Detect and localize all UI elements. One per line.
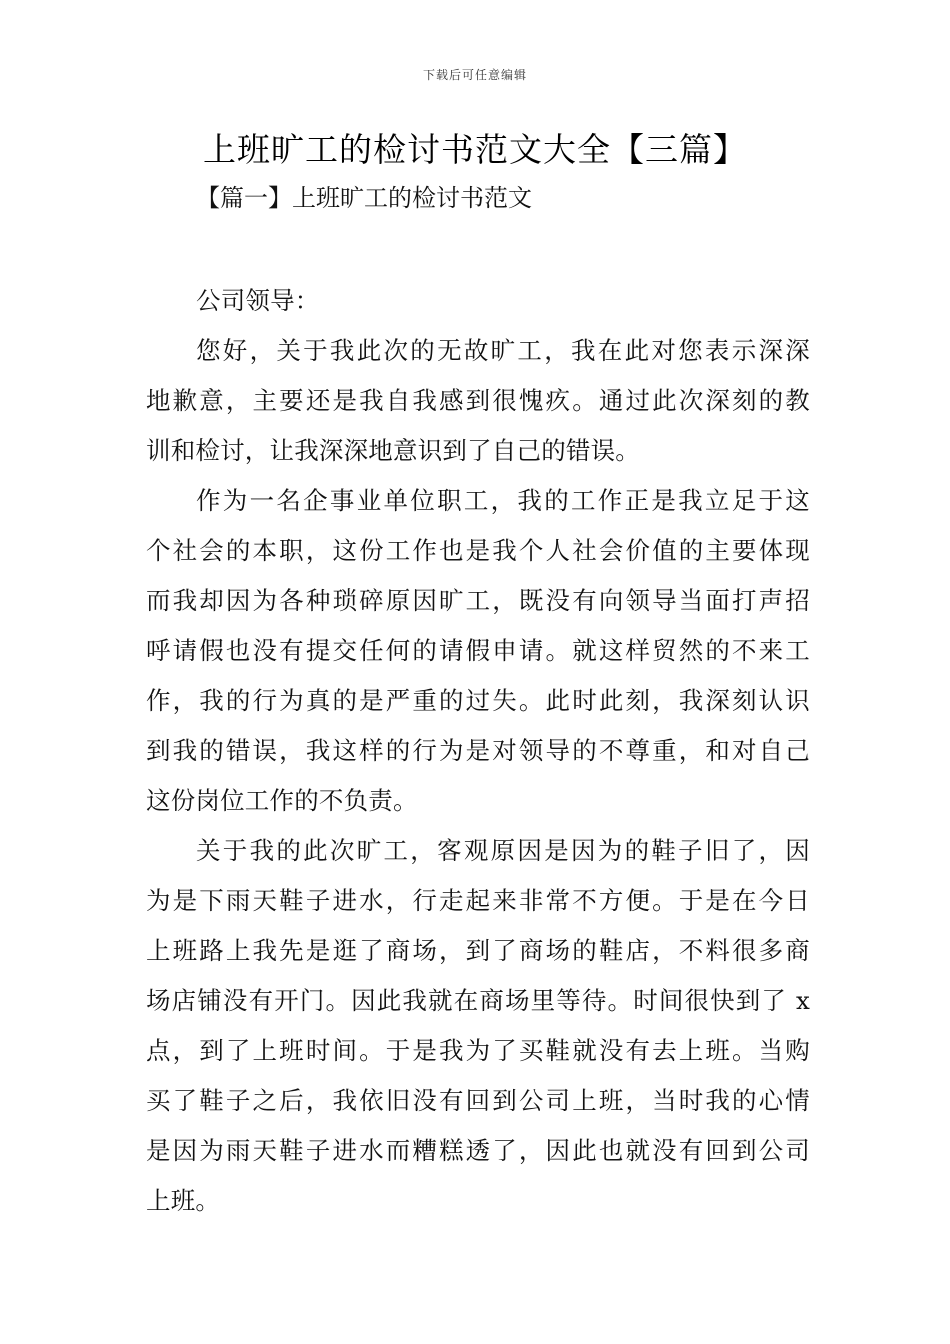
letter-body [146,276,810,1226]
body-line: 关于我的此次旷工，客观原因是因为的鞋子旧了，因 [196,836,810,865]
body-line: 是因为雨天鞋子进水而糟糕透了，因此也就没有回到公司 [146,1136,810,1165]
body-line: 点，到了上班时间。于是我为了买鞋就没有去上班。当购 [146,1036,810,1065]
body-line: 作为一名企事业单位职工，我的工作正是我立足于这 [196,486,810,515]
body-line: 场店铺没有开门。因此我就在商场里等待。时间很快到了 x [146,986,810,1015]
body-line: 而我却因为各种琐碎原因旷工，既没有向领导当面打声招 [146,586,810,615]
body-line: 个社会的本职，这份工作也是我个人社会价值的主要体现 [146,536,810,565]
body-line: 作，我的行为真的是严重的过失。此时此刻，我深刻认识 [146,686,810,715]
salutation-line: 公司领导： [196,286,320,315]
document-title: 上班旷工的检讨书范文大全【三篇】 [203,130,747,169]
body-line: 您好，关于我此次的无故旷工，我在此对您表示深深 [196,336,810,365]
body-line: 上班路上我先是逛了商场，到了商场的鞋店，不料很多商 [146,936,810,965]
body-line: 到我的错误，我这样的行为是对领导的不尊重，和对自己 [146,736,810,765]
body-line: 为是下雨天鞋子进水，行走起来非常不方便。于是在今日 [146,886,810,915]
body-line: 这份岗位工作的不负责。 [146,786,418,815]
body-line: 地歉意，主要还是我自我感到很愧疚。通过此次深刻的教 [146,386,810,415]
body-line: 训和检讨，让我深深地意识到了自己的错误。 [146,436,640,465]
body-line: 上班。 [146,1186,221,1215]
header-note: 下载后可任意编辑 [422,68,527,82]
body-line: 呼请假也没有提交任何的请假申请。就这样贸然的不来工 [146,636,810,665]
body-line: 买了鞋子之后，我依旧没有回到公司上班，当时我的心情 [146,1086,810,1115]
section-subtitle: 【篇一】上班旷工的检讨书范文 [196,184,532,212]
